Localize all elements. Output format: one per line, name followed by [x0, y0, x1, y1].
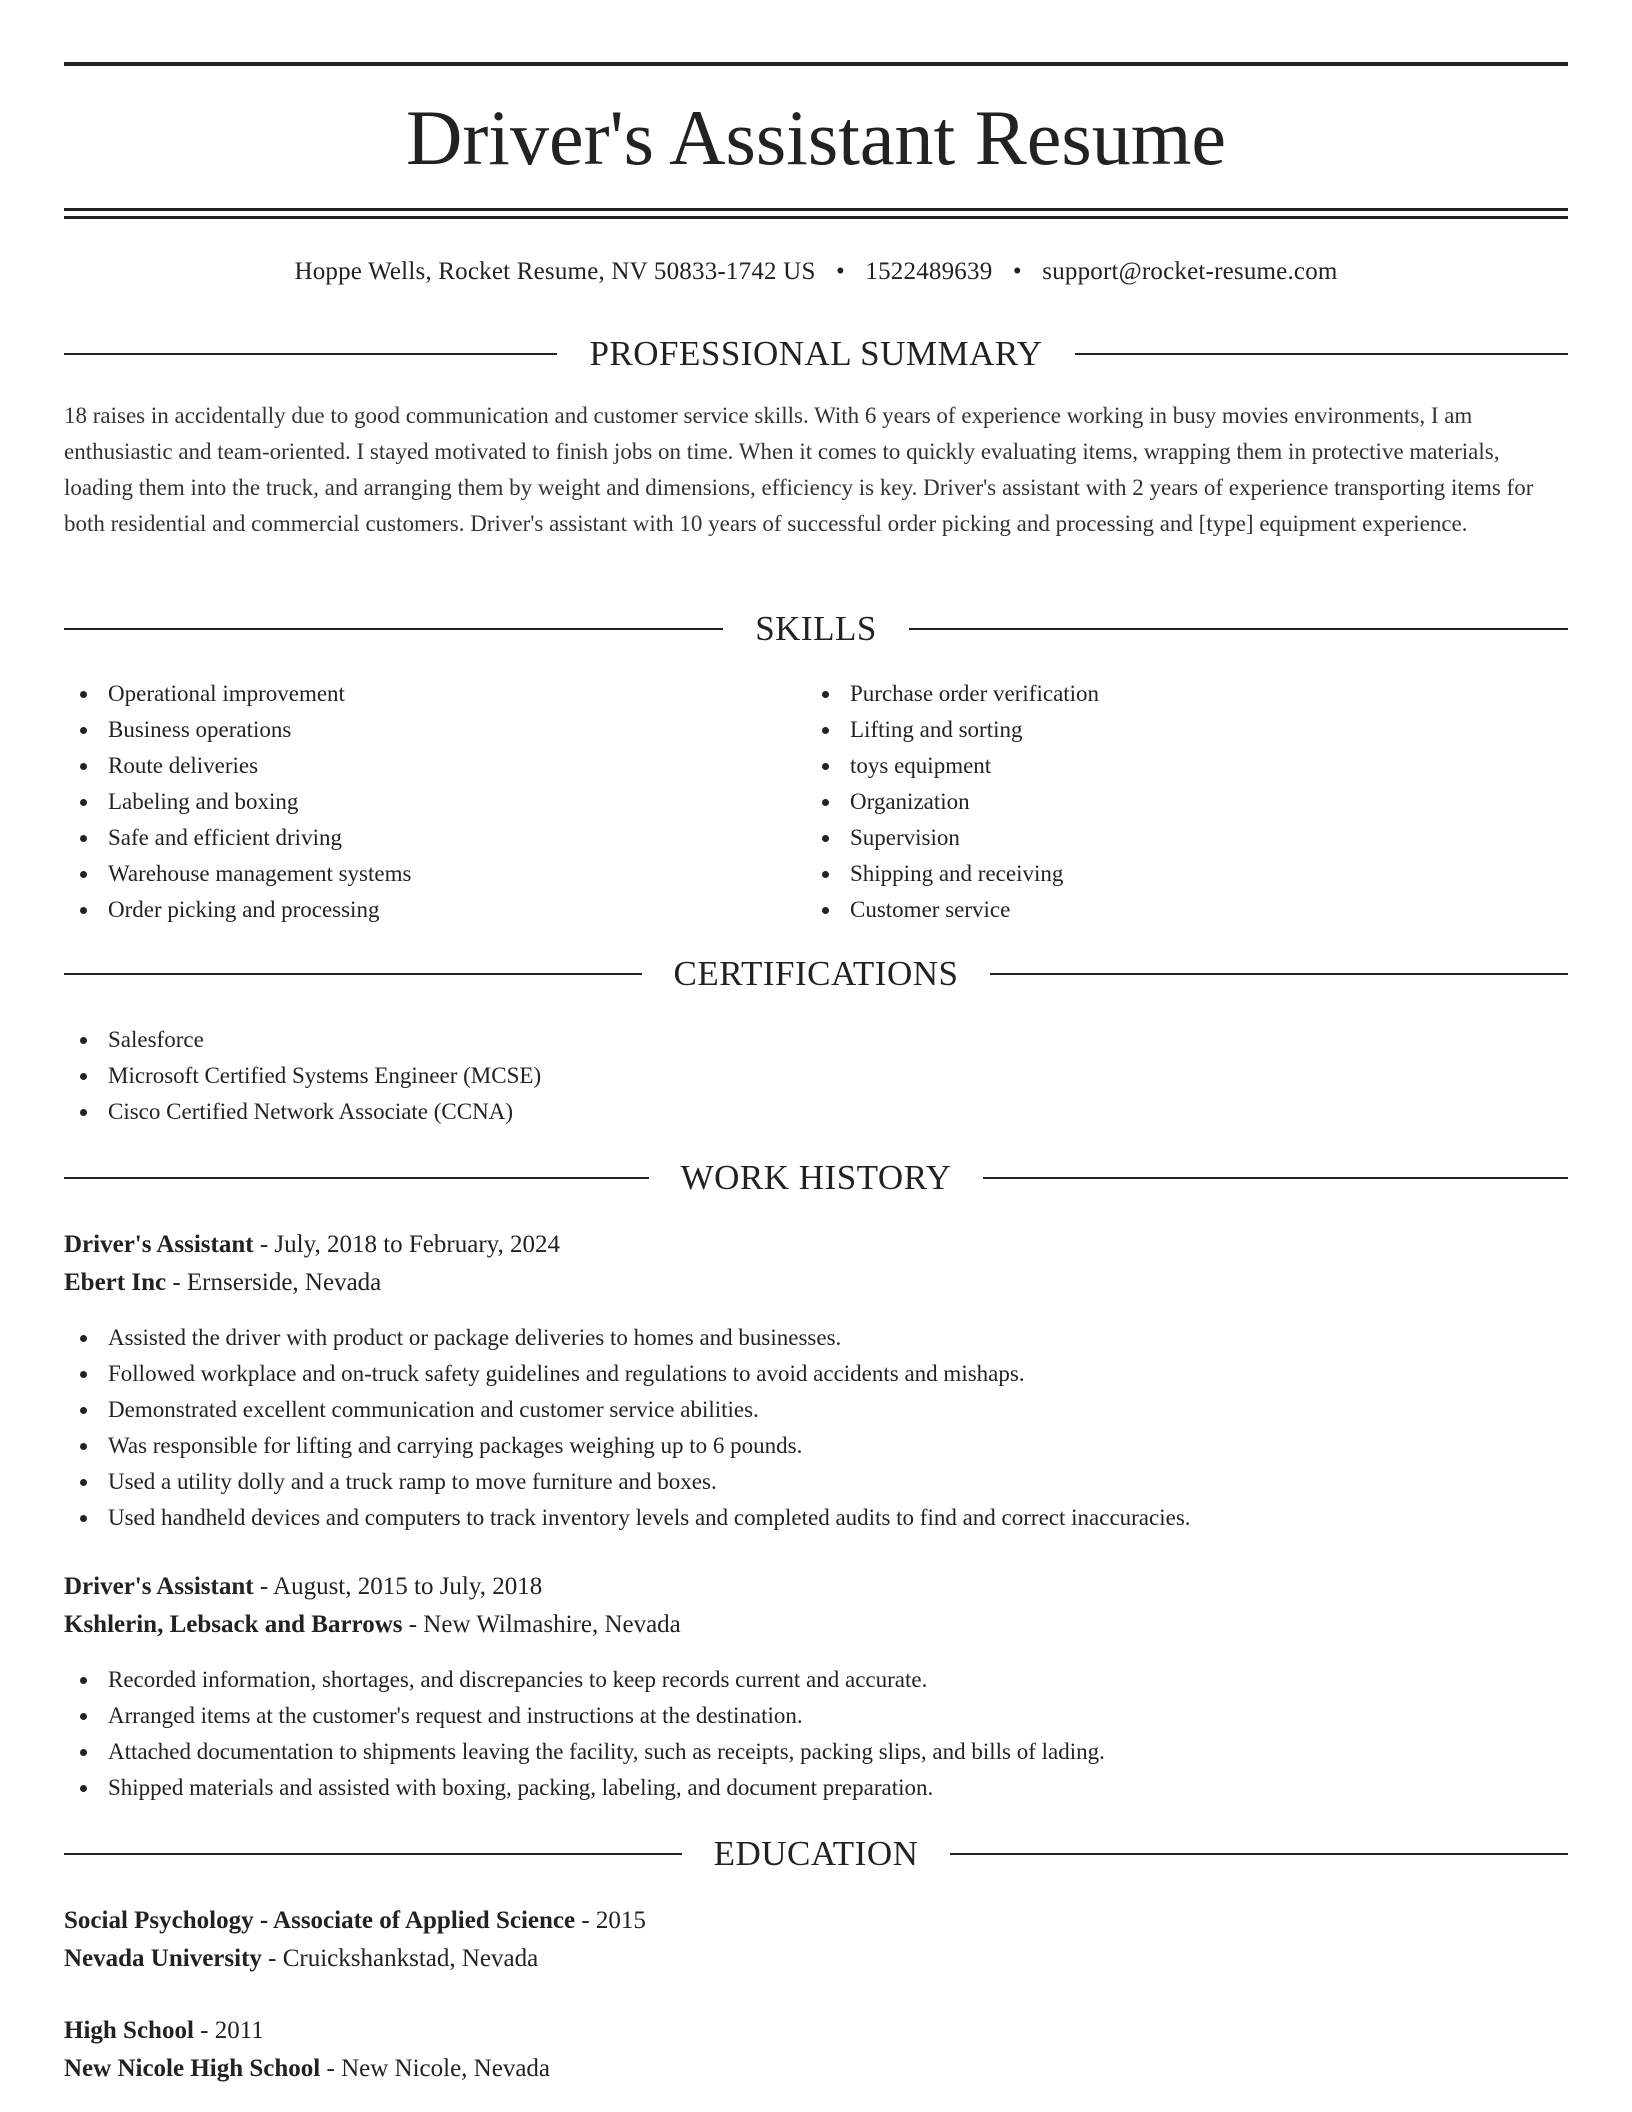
contact-separator: •: [836, 258, 845, 285]
contact-separator: •: [1012, 258, 1022, 285]
job-entry-header: [64, 1568, 1568, 1644]
top-rule: [64, 62, 1568, 66]
duty-item: Arranged items at the customer's request and instructions at the destination.: [64, 1698, 1568, 1734]
education-degree: High School: [64, 2017, 194, 2044]
education-degree: Social Psychology - Associate of Applied Science: [64, 1907, 576, 1934]
heading-rule-left: [64, 353, 557, 355]
summary-section-title: PROFESSIONAL SUMMARY: [589, 334, 1043, 373]
skill-item: Organization: [806, 784, 1546, 820]
contact-line: [64, 254, 1568, 290]
skill-item: Customer service: [806, 892, 1546, 928]
heading-rule-left: [64, 1853, 682, 1855]
duty-item: Demonstrated excellent communication and customer service abilities.: [64, 1392, 1568, 1428]
skill-item: Supervision: [806, 820, 1546, 856]
education-section-title: EDUCATION: [713, 1834, 919, 1873]
skills-list-left: [64, 676, 804, 928]
certifications-section-title: CERTIFICATIONS: [673, 954, 959, 993]
education-school: Nevada University: [64, 1945, 262, 1972]
education-year: - 2015: [575, 1907, 646, 1934]
skill-item: Order picking and processing: [64, 892, 804, 928]
skill-item: Purchase order verification: [806, 676, 1546, 712]
skill-item: Lifting and sorting: [806, 712, 1546, 748]
job-title: Driver's Assistant: [64, 1573, 254, 1600]
skills-section-title: SKILLS: [755, 609, 877, 648]
contact-address: Hoppe Wells, Rocket Resume, NV 50833-1742 US: [294, 258, 816, 285]
skill-item: Warehouse management systems: [64, 856, 804, 892]
title-double-rule-upper: [64, 208, 1568, 211]
education-degree-line: [64, 2012, 1568, 2050]
education-location: - New Nicole, Nevada: [320, 2055, 551, 2082]
duty-item: Shipped materials and assisted with boxing, packing, labeling, and document preparation.: [64, 1770, 1568, 1806]
duty-item: Recorded information, shortages, and discrepancies to keep records current and accurate.: [64, 1662, 1568, 1698]
heading-rule-right: [983, 1177, 1568, 1179]
education-year: - 2011: [193, 2017, 264, 2044]
duty-item: Attached documentation to shipments leaving the facility, such as receipts, packing slips, and bills of lading.: [64, 1734, 1568, 1770]
certification-item: Microsoft Certified Systems Engineer (MCSE): [64, 1058, 1568, 1094]
education-entry: [64, 1902, 1568, 1978]
duty-item: Followed workplace and on-truck safety guidelines and regulations to avoid accidents and mishaps.: [64, 1356, 1568, 1392]
duty-item: Used handheld devices and computers to track inventory levels and completed audits to find and correct inaccuracies.: [64, 1500, 1568, 1536]
heading-rule-right: [950, 1853, 1568, 1855]
skill-item: Operational improvement: [64, 676, 804, 712]
certification-item: Salesforce: [64, 1022, 1568, 1058]
duty-item: Assisted the driver with product or package deliveries to homes and businesses.: [64, 1320, 1568, 1356]
skill-item: toys equipment: [806, 748, 1546, 784]
job-company-line: [64, 1264, 1568, 1302]
job-title-line: [64, 1568, 1568, 1606]
education-school-line: [64, 2050, 1568, 2088]
title-double-rule-lower: [64, 216, 1568, 219]
job-company: Ebert Inc: [64, 1269, 167, 1296]
skill-item: Shipping and receiving: [806, 856, 1546, 892]
skills-section-heading: [64, 607, 1568, 651]
skill-item: Labeling and boxing: [64, 784, 804, 820]
job-location: - New Wilmashire, Nevada: [402, 1611, 681, 1638]
job-company-line: [64, 1606, 1568, 1644]
work-section-title: WORK HISTORY: [680, 1158, 952, 1197]
job-dates: - August, 2015 to July, 2018: [253, 1573, 543, 1600]
job-location: - Ernserside, Nevada: [166, 1269, 382, 1296]
education-location: - Cruickshankstad, Nevada: [261, 1945, 539, 1972]
certification-item: Cisco Certified Network Associate (CCNA): [64, 1094, 1568, 1130]
heading-rule-right: [990, 973, 1568, 975]
duty-item: Was responsible for lifting and carrying packages weighing up to 6 pounds.: [64, 1428, 1568, 1464]
work-section-heading: [64, 1156, 1568, 1200]
heading-rule-left: [64, 628, 723, 630]
job-duties-list: [64, 1662, 1568, 1806]
contact-phone: 1522489639: [865, 258, 993, 285]
summary-section-heading: [64, 332, 1568, 376]
certifications-section-heading: [64, 952, 1568, 996]
education-section-heading: [64, 1832, 1568, 1876]
job-title-line: [64, 1226, 1568, 1264]
education-entry: [64, 2012, 1568, 2088]
job-entry-header: [64, 1226, 1568, 1302]
skill-item: Route deliveries: [64, 748, 804, 784]
heading-rule-right: [1075, 353, 1568, 355]
summary-text: 18 raises in accidentally due to good communication and customer service skills. With 6 years of experience working in busy movies environments, I am enthusiastic and team-oriented. I stayed motivated to finish jobs on time. When it comes to quickly evaluating items, wrapping them in protective materials, loading them into the truck, and arranging them by weight and dimensions, efficiency is key. Driver's assistant with 2 years of experience transporting items for both residential and commercial customers. Driver's assistant with 10 years of successful order picking and processing and [type] equipment experience.: [64, 403, 1534, 536]
job-title: Driver's Assistant: [64, 1231, 254, 1258]
skill-item: Business operations: [64, 712, 804, 748]
duty-item: Used a utility dolly and a truck ramp to move furniture and boxes.: [64, 1464, 1568, 1500]
job-duties-list: [64, 1320, 1568, 1536]
heading-rule-right: [909, 628, 1568, 630]
education-degree-line: [64, 1902, 1568, 1940]
heading-rule-left: [64, 973, 642, 975]
skill-item: Safe and efficient driving: [64, 820, 804, 856]
contact-email: support@rocket-resume.com: [1042, 258, 1338, 285]
education-school: New Nicole High School: [64, 2055, 321, 2082]
heading-rule-left: [64, 1177, 649, 1179]
certifications-list: [64, 1022, 1568, 1130]
resume-title: Driver's Assistant Resume: [406, 94, 1226, 181]
skills-list-right: [806, 676, 1546, 928]
education-school-line: [64, 1940, 1568, 1978]
job-company: Kshlerin, Lebsack and Barrows: [64, 1611, 403, 1638]
job-dates: - July, 2018 to February, 2024: [253, 1231, 561, 1258]
